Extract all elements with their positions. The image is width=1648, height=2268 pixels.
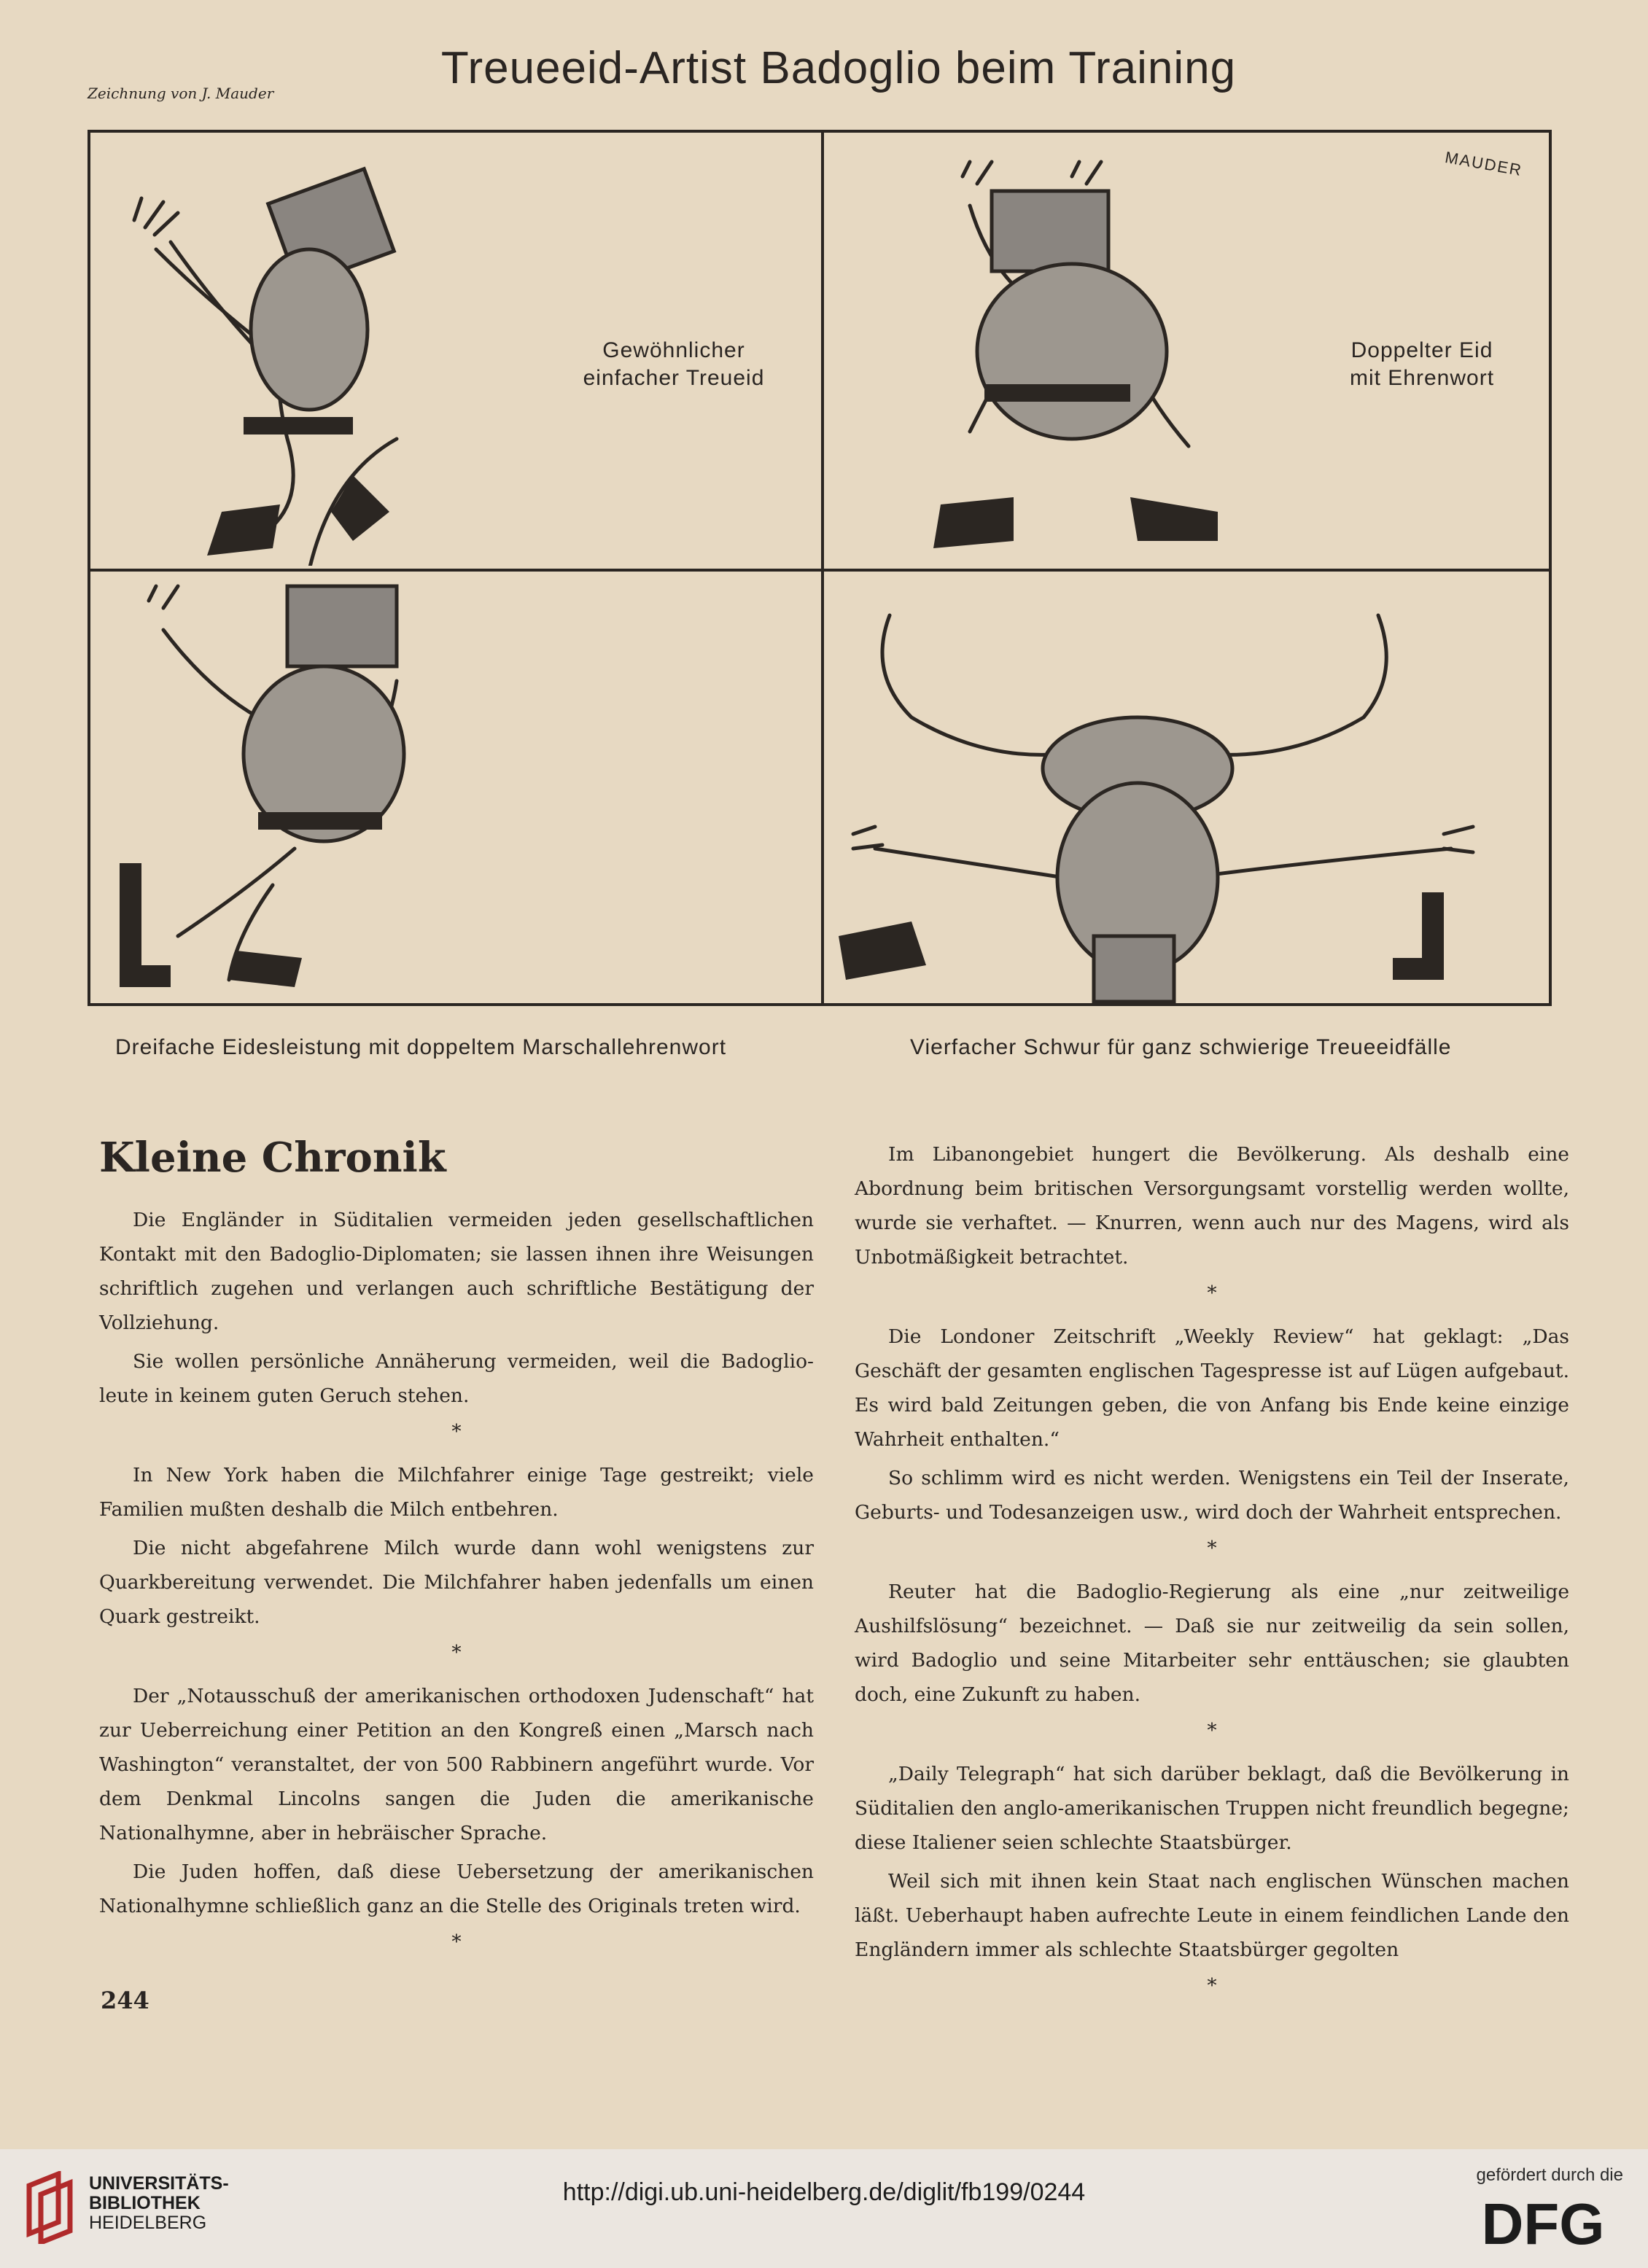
paragraph: Die Juden hoffen, daß diese Uebersetzung der amerikanischen Nationalhymne schließlich ganz an die Stelle des Originals treten wird. <box>99 1860 814 1917</box>
section-separator: * <box>451 1641 462 1664</box>
cartoon-frame <box>88 130 1552 1006</box>
cartoon-panel-2 <box>824 133 1552 566</box>
paragraph: Die Engländer in Süditalien vermeiden jeden gesellschaftlichen Kontakt mit den Badoglio-Diplomaten; sie lassen ihnen ihre Weisungen schriftlich zugehen und verlangen auch schriftliche Bestätigung der Vollziehung. <box>99 1209 814 1334</box>
article-heading: Kleine Chronik <box>99 1134 446 1182</box>
right-column <box>855 1137 1569 2012</box>
library-name-line-1: UNIVERSITÄTS- <box>89 2173 229 2194</box>
cartoon-panel-4 <box>824 572 1552 1005</box>
permalink-url[interactable]: http://digi.ub.uni-heidelberg.de/diglit/fb199/0244 <box>562 2178 1086 2206</box>
left-column <box>99 1203 814 1968</box>
page-number: 244 <box>101 1987 149 2014</box>
library-name <box>89 2174 229 2233</box>
paragraph: „Daily Telegraph“ hat sich darüber beklagt, daß die Bevölkerung in Süditalien den anglo-amerikanischen Truppen nicht freundlich begegne; diese Italiener seien schlechte Staatsbürger. <box>855 1763 1569 1854</box>
dfg-logo-text: DFG <box>1481 2194 1605 2253</box>
paragraph: Reuter hat die Badoglio-Regierung als eine „nur zeitweilige Aushilfslösung“ bezeichnet. — Daß sie nur zeitweilig da sein sollen, wird Badoglio und seine Mitarbeiter sehr enttäuschen; sie glaubten doch, eine Zukunft zu haben. <box>855 1581 1569 1706</box>
cartoon-title: Treueeid-Artist Badoglio beim Training <box>440 43 1237 93</box>
paragraph: Im Libanongebiet hungert die Bevölkerung. Als deshalb eine Abordnung beim britischen Versorgungsamt vorstellig werden wollte, wurde sie verhaftet. — Knurren, wenn auch nur des Magens, wird als Unbotmäßigkeit betrachtet. <box>855 1143 1569 1269</box>
panel-3-caption: Dreifache Eidesleistung mit doppeltem Marschallehrenwort <box>115 1035 727 1059</box>
section-separator: * <box>1207 1282 1217 1304</box>
cartoon-panel-1 <box>90 133 818 566</box>
artist-signature: MAUDER <box>1443 147 1524 180</box>
paragraph: In New York haben die Milchfahrer einige Tage gestreikt; viele Familien mußten deshalb die Milch entbehren. <box>99 1464 814 1521</box>
paragraph: Die nicht abgefahrene Milch wurde dann wohl wenigstens zur Quarkbereitung verwendet. Die Milchfahrer haben jedenfalls um einen Quark gestreikt. <box>99 1537 814 1628</box>
paragraph: Der „Notausschuß der amerikanischen orthodoxen Judenschaft“ hat zur Ueberreichung einer Petition an den Kongreß einen „Marsch nach Washington“ veranstaltet, der von 500 Rabbinern angeführt wurde. Vor dem Denkmal Lincolns sangen die Juden die amerikanische Nationalhymne, aber in hebräischer Sprache. <box>99 1685 814 1844</box>
footer-bar <box>0 2149 1648 2268</box>
panel-2-label: Doppelter Eid mit Ehrenwort <box>1349 338 1495 390</box>
library-name-line-2: BIBLIOTHEK <box>89 2193 201 2213</box>
section-separator: * <box>451 1420 462 1443</box>
paragraph: Weil sich mit ihnen kein Staat nach englischen Wünschen machen läßt. Ueberhaupt haben aufrechte Leute in einem feindlichen Lande den Engländern immer als schlechte Staatsbürger gegolten <box>855 1870 1569 1961</box>
section-separator: * <box>1207 1537 1217 1559</box>
paragraph: So schlimm wird es nicht werden. Wenigstens ein Teil der Inserate, Geburts- und Todesanzeigen usw., wird doch der Wahrheit entsprechen. <box>855 1467 1569 1524</box>
university-library-logo-icon <box>22 2171 80 2244</box>
cartoon-panel-3 <box>90 572 818 1005</box>
illustrator-credit: Zeichnung von J. Mauder <box>88 85 274 102</box>
funding-note: gefördert durch die <box>1476 2165 1623 2185</box>
paragraph: Sie wollen persönliche Annäherung vermeiden, weil die Badoglio-leute in keinem guten Geruch stehen. <box>99 1350 814 1407</box>
section-separator: * <box>1207 1974 1217 1997</box>
panel-4-caption: Vierfacher Schwur für ganz schwierige Treueeidfälle <box>910 1035 1452 1059</box>
panel-1-label: Gewöhnlicher einfacher Treueid <box>583 338 765 390</box>
soldier-figure-drawing <box>90 572 818 1005</box>
section-separator: * <box>1207 1719 1217 1742</box>
paragraph: Die Londoner Zeitschrift „Weekly Review“ hat geklagt: „Das Geschäft der gesamten englischen Tagespresse ist auf Lügen aufgebaut. Es wird bald Zeitungen geben, die von Anfang bis Ende keine einzige Wahrheit enthalten.“ <box>855 1325 1569 1451</box>
dfg-logo-icon <box>1463 2194 1623 2253</box>
soldier-figure-drawing <box>824 572 1552 1005</box>
library-name-line-3: HEIDELBERG <box>89 2213 207 2233</box>
section-separator: * <box>451 1930 462 1953</box>
